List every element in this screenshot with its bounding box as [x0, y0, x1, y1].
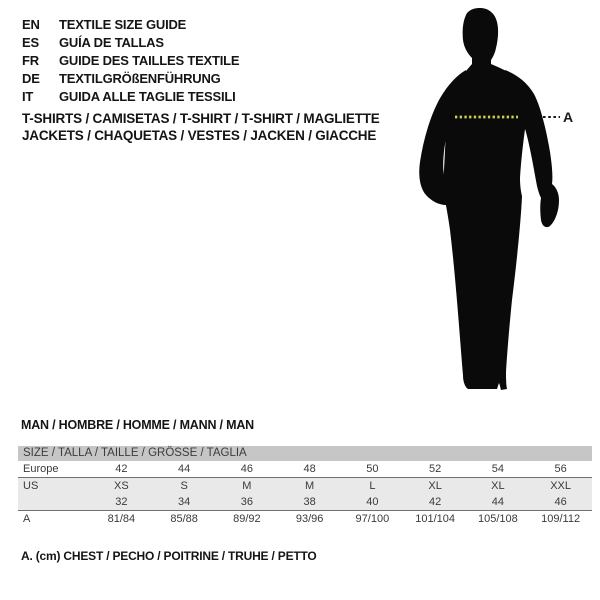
- table-row-us-numeric: [18, 494, 592, 510]
- table-cell: 50: [366, 463, 379, 475]
- table-cell: 34: [178, 496, 191, 508]
- size-table: [18, 446, 592, 527]
- language-row-en: [22, 15, 239, 33]
- language-row-it: [22, 87, 239, 105]
- language-row-es: [22, 33, 239, 51]
- table-cell: 56: [554, 463, 567, 475]
- category-list: [22, 110, 380, 144]
- table-cell: M: [305, 480, 315, 492]
- row-label: [18, 494, 90, 510]
- language-code: DE: [22, 70, 40, 86]
- section-title-man: MAN / HOMBRE / HOMME / MANN / MAN: [21, 418, 254, 432]
- table-cell: 81/84: [107, 513, 136, 525]
- language-label: TEXTILGRÖßENFÜHRUNG: [59, 70, 221, 86]
- row-label: US: [23, 480, 39, 492]
- table-cell: L: [369, 480, 376, 492]
- table-cell: M: [242, 480, 252, 492]
- table-cell: 105/108: [477, 513, 518, 525]
- table-cell: S: [180, 480, 188, 492]
- table-cell: 44: [491, 496, 504, 508]
- table-cell: XS: [114, 480, 129, 492]
- table-row-europe: [18, 461, 592, 477]
- language-code: IT: [22, 88, 34, 104]
- language-label: TEXTILE SIZE GUIDE: [59, 16, 187, 32]
- table-cell: 46: [554, 496, 567, 508]
- table-cell: 42: [115, 463, 128, 475]
- language-row-de: [22, 69, 239, 87]
- table-cell: 85/88: [170, 513, 198, 525]
- table-cell: 89/92: [233, 513, 261, 525]
- language-code: EN: [22, 16, 40, 32]
- language-code: FR: [22, 52, 39, 68]
- measurement-footnote: A. (cm) CHEST / PECHO / POITRINE / TRUHE / PETTO: [21, 549, 317, 563]
- table-cell: 36: [240, 496, 253, 508]
- man-silhouette-figure: [400, 0, 600, 400]
- table-cell: 40: [366, 496, 379, 508]
- measure-a-label: A: [563, 109, 574, 125]
- table-cell: XXL: [550, 480, 572, 492]
- table-cell: 54: [491, 463, 504, 475]
- language-code: ES: [22, 34, 39, 50]
- table-cell: 101/104: [415, 513, 455, 525]
- table-cell: 109/112: [541, 513, 581, 525]
- table-cell: 44: [178, 463, 191, 475]
- table-cell: 52: [429, 463, 442, 475]
- language-label: GUÍA DE TALLAS: [59, 34, 164, 50]
- man-body-shape: [443, 8, 529, 390]
- table-cell: 38: [303, 496, 316, 508]
- language-list: [22, 15, 239, 105]
- table-cell: 97/100: [355, 513, 390, 525]
- size-table-header: SIZE / TALLA / TAILLE / GRÖSSE / TAGLIA: [18, 446, 592, 461]
- row-label: A: [23, 513, 31, 525]
- language-label: GUIDE DES TAILLES TEXTILE: [59, 52, 240, 68]
- language-label: GUIDA ALLE TAGLIE TESSILI: [59, 88, 236, 104]
- table-cell: 42: [429, 496, 442, 508]
- table-cell: XL: [428, 480, 442, 492]
- table-cell: 46: [240, 463, 253, 475]
- table-cell: XL: [491, 480, 505, 492]
- table-cell: 32: [115, 496, 128, 508]
- category-jackets: JACKETS / CHAQUETAS / VESTES / JACKEN / GIACCHE: [22, 128, 377, 143]
- table-cell: 93/96: [295, 513, 324, 525]
- category-tshirts: T-SHIRTS / CAMISETAS / T-SHIRT / T-SHIRT / MAGLIETTE: [22, 111, 380, 126]
- row-label: Europe: [23, 463, 59, 475]
- table-cell: 48: [303, 463, 316, 475]
- table-row-us: [18, 477, 592, 494]
- language-row-fr: [22, 51, 239, 69]
- table-row-chest-a: [18, 510, 592, 527]
